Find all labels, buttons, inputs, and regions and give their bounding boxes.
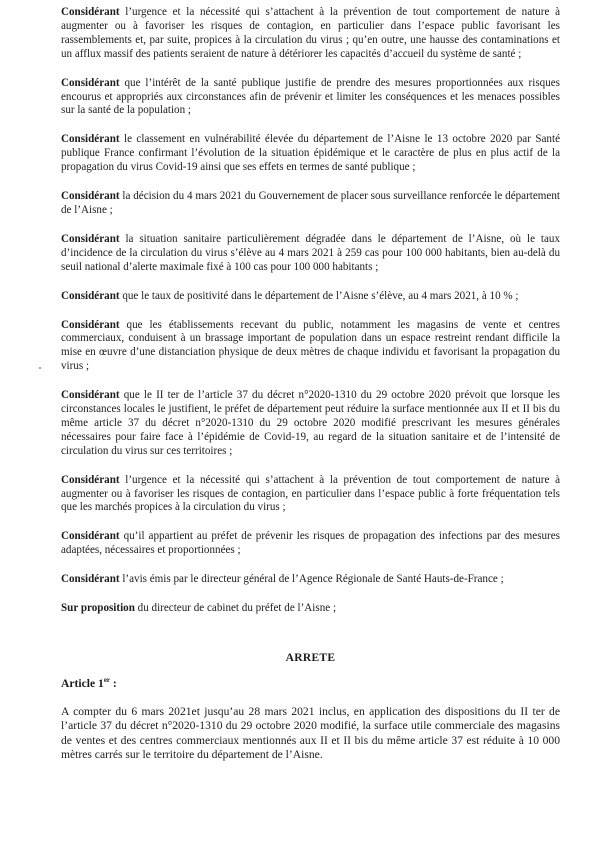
considerant-keyword: Considérant [61, 190, 120, 203]
article-title [61, 676, 560, 690]
arrete-heading: ARRETE [285, 652, 336, 664]
considerant-keyword: Considérant [61, 573, 120, 586]
proposition-text: du directeur de cabinet du préfet de l’Aisne ; [134, 602, 337, 615]
considerant-keyword: Considérant [61, 318, 120, 331]
considerant-text: que l’intérêt de la santé publique justifie de prendre des mesures proportionnées aux risques encourus et appropriés aux circonstances afin de prévenir et limiter les conséquences et les menaces possibles sur la santé de la population ; [61, 76, 560, 117]
article-title-text: Article 1 [61, 676, 104, 690]
considerant-text: le classement en vulnérabilité élevée du département de l’Aisne le 13 octobre 2020 par Santé publique France confirmant l’évolution de la situation épidémique et le caractère de plus en plus actif de la propagation du virus Covid-19 ainsi que ses effets en termes de santé publique ; [61, 133, 560, 174]
considerant-keyword: Considérant [61, 232, 120, 245]
scan-speck [39, 367, 41, 369]
considerant-paragraph [61, 530, 560, 558]
considerants-list [61, 6, 560, 616]
considerant-text: la décision du 4 mars 2021 du Gouvernement de placer sous surveillance renforcée le département de l’Aisne ; [61, 190, 560, 216]
considerant-paragraph [61, 474, 560, 516]
considerant-paragraph [61, 77, 560, 119]
considerant-paragraph [61, 573, 560, 587]
considerant-text: que le II ter de l’article 37 du décret n°2020-1310 du 29 octobre 2020 prévoit que lorsque les circonstances locales le justifient, le préfet de département peut réduire la surface mentionnée aux II et II bis du même article 37 du décret n°2020-1310 du 29 octobre 2020 modifié prescrivant les mesures générales nécessaires pour faire face à l’épidémie de Covid-19, au regard de la situation sanitaire et de l’intensité de circulation du virus sur ces territoires ; [61, 389, 560, 457]
considerant-paragraph [61, 133, 560, 175]
considerant-keyword: Considérant [61, 289, 120, 302]
considerant-paragraph [61, 290, 560, 304]
considerant-keyword: Considérant [61, 133, 120, 146]
considerant-text: que le taux de positivité dans le département de l’Aisne s’élève, au 4 mars 2021, à 10 % ; [119, 289, 519, 302]
considerant-text: l’urgence et la nécessité qui s’attachent à la prévention de tout comportement de nature à augmenter ou à favoriser les risques de contagion, en particulier dans l’espace public favorisant les rassemblements et, par suite, propices à la circulation du virus ; qu’en outre, une hausse des contaminations et un afflux massif des patients seraient de nature à détériorer les capacités d’accueil du système de santé ; [61, 6, 560, 60]
considerant-text: que les établissements recevant du public, notamment les magasins de vente et centres commerciaux, conduisent à un brassage important de population dans un espace restreint rendant difficile la mise en œuvre d’une distanciation physique de deux mètres de chaque individu et favorisant la propagation du virus ; [61, 318, 560, 373]
considerant-text: la situation sanitaire particulièrement dégradée dans le département de l’Aisne, où le taux d’incidence de la circulation du virus s’élève au 4 mars 2021 à 259 cas pour 100 000 habitants, bien au-delà du seuil national d’alerte maximale fixé à 100 cas pour 100 000 habitants ; [61, 232, 560, 273]
considerant-paragraph [61, 6, 560, 62]
considerant-keyword: Considérant [61, 389, 120, 402]
considerant-paragraph [61, 389, 560, 459]
article-body: A compter du 6 mars 2021et jusqu’au 28 mars 2021 inclus, en application des dispositions du II ter de l’article 37 du décret n°2020-1310 du 29 octobre 2020 modifié, la surface utile commerciale des magasins de ventes et des centres commerciaux mentionnés aux II et II bis du même article 37 est réduite à 10 000 mètres carrés sur le territoire du département de l’Aisne. [61, 704, 560, 762]
article-1 [61, 676, 560, 763]
considerant-text: qu’il appartient au préfet de prévenir les risques de propagation des infections par des mesures adaptées, nécessaires et proportionnées ; [61, 530, 560, 557]
article-title-sup: er [103, 676, 111, 684]
considerant-paragraph [61, 233, 560, 275]
article-title-suffix: : [110, 676, 117, 690]
considerant-keyword: Considérant [61, 473, 120, 486]
considerant-paragraph [61, 319, 560, 375]
considerant-paragraph [61, 190, 560, 218]
considerant-keyword: Considérant [61, 76, 120, 89]
considerant-keyword: Considérant [61, 6, 120, 18]
considerant-text: l’urgence et la nécessité qui s’attachent à la prévention de tout comportement de nature à augmenter ou à favoriser les risques de contagion, en particulier dans l’espace public à forte fréquentation tels que les marchés propices à la circulation du virus ; [61, 473, 560, 514]
proposition-keyword: Sur proposition [61, 602, 135, 615]
considerant-text: l’avis émis par le directeur général de l’Agence Régionale de Santé Hauts-de-France ; [119, 573, 504, 586]
proposition-paragraph [61, 602, 560, 616]
considerant-keyword: Considérant [61, 530, 120, 543]
